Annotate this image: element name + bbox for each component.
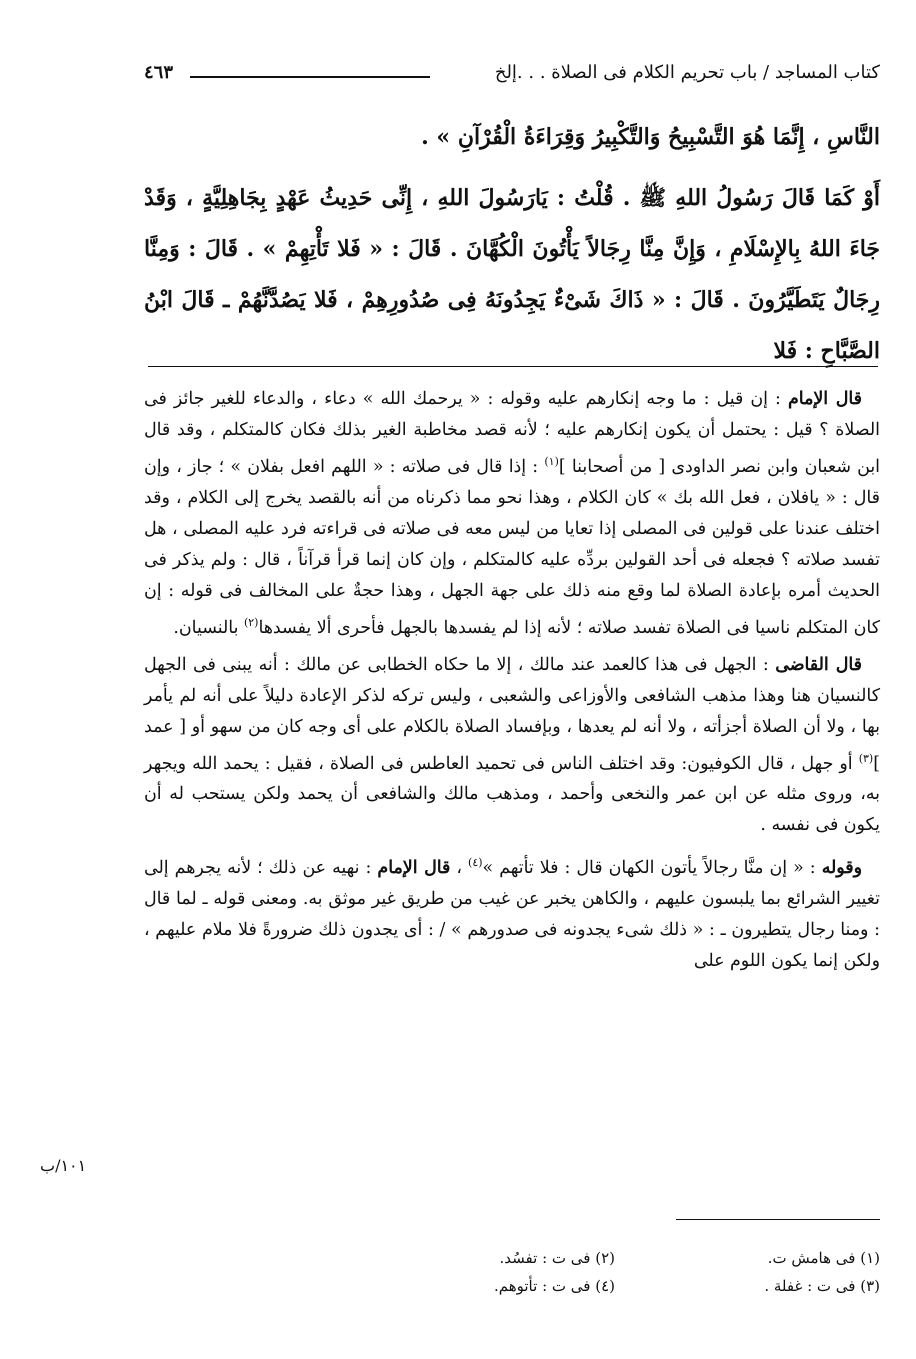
commentary-text: : إن قيل : ما وجه إنكارهم عليه وقوله : « يرحمك الله » دعاء ، والدعاء للغير جائز فى الصلاة ؟ قيل : يحتمل أن يكون إنكارهم عليه ؛ لأنه قصد مخاطبة الغير بذلك فكان كالمتكلم ، وقد قال ابن شعبان وابن نصر الداودى [ من أصحابنا ] bbox=[144, 389, 881, 477]
footnotes bbox=[370, 1244, 880, 1300]
footnote-ref: (٣) bbox=[858, 751, 874, 765]
hadith-paragraph-2: أَوْ كَمَا قَالَ رَسُولُ اللهِ ﷺ . قُلْتُ : يَارَسُولَ اللهِ ، إِنِّى حَدِيثُ عَهْدٍ بِجَاهِلِيَّةٍ ، وَقَدْ جَاءَ اللهُ بِالإِسْلَامِ ، وَإِنَّ مِنَّا رِجَالاً يَأْتُونَ الْكُهَّانَ . قَالَ : « فَلا تَأْتِهِمْ » . قَالَ : وَمِنَّا رِجَالٌ يَتَطَيَّرُونَ . قَالَ : « ذَاكَ شَىْءٌ يَجِدُونَهُ فِى صُدُورِهِمْ ، فَلا يَصُدَّنَّهُمْ ـ قَالَ ابْنُ الصَّبَّاحِ : فَلا bbox=[144, 185, 880, 364]
header-rule bbox=[190, 76, 430, 78]
footnote-ref: (٢) bbox=[243, 615, 259, 629]
speaker-label: قال الإمام bbox=[788, 389, 862, 409]
commentary-text: بالنسيان. bbox=[173, 617, 244, 638]
commentary-text: أو جهل ، قال الكوفيون: وقد اختلف الناس فى تحميد العاطس فى الصلاة ، فقيل : يحمد الله ويجهر به، وروى مثله عن ابن عمر والنخعى وأحمد ، ومذهب مالك والشافعى أن يحمد ولكن يستحب له أن يكون فى نفسه . bbox=[144, 753, 880, 836]
footnote-rule bbox=[676, 1219, 880, 1220]
text-divider bbox=[148, 366, 878, 367]
footnote-ref: (١) bbox=[544, 455, 559, 468]
commentary-paragraph-1 bbox=[144, 384, 880, 644]
commentary-text: : « إن منَّا رجالاً يأتون الكهان قال : فلا تأتهم » bbox=[482, 858, 822, 879]
footnote: (١) فى هامش ت. bbox=[767, 1249, 880, 1267]
speaker-label: قال الإمام bbox=[377, 858, 451, 879]
manuscript-folio-note: ١٠١/ب bbox=[40, 1156, 87, 1175]
footnote-ref: (٤) bbox=[468, 856, 483, 870]
hadith-paragraph-1: النَّاسِ ، إِنَّمَا هُوَ التَّسْبِيحُ وَالتَّكْبِيرُ وَقِرَاءَةُ الْقُرْآنِ » . bbox=[421, 124, 880, 150]
commentary-text: : الجهل فى هذا كالعمد عند مالك ، إلا ما حكاه الخطابى عن مالك : أنه يبنى فى الجهل كالنسيان هنا وهذا مذهب الشافعى والأوزاعى والشعبى ، وليس تركه لذكر الإعادة دليلاً على أنه لم يأمر بها ، ولا أن الصلاة أجزأته ، ولا أنه لم يعدها ، وبإفساد الصلاة بالكلام على أى وجه كان من سهو أو [ عمد ] bbox=[144, 654, 880, 774]
running-title: كتاب المساجد / باب تحريم الكلام فى الصلاة . . .إلخ bbox=[494, 62, 880, 83]
hadith-text bbox=[144, 112, 880, 377]
speaker-label: وقوله bbox=[821, 858, 863, 879]
commentary-text: : إذا قال فى صلاته : « اللهم افعل بفلان » ؛ جاز ، وإن قال : « يافلان ، فعل الله بك » كان الكلام ، وهذا نحو مما ذكرناه من أنه بالقصد يخرج إلى الكلام ، وقد اختلف عندنا على قولين فى المصلى إذا تعايا من ليس معه فى صلاته فى قراءته فرد عليه المصلى ، هل تفسد صلاته ؟ فجعله فى أحد القولين بردِّه عليه كالمتكلم ، وإن كان إنما قرأ قرآناً ، قال : ولم يذكر فى الحديث أمره بإعادة الصلاة لما وقع منه ذلك على جهة الجهل ، وهذا حجةٌ على المخالف فى قوله : إن كان المتكلم ناسيا فى الصلاة تفسد صلاته ؛ لأنه إذا لم يفسدها بالجهل فأحرى ألا يفسدها bbox=[144, 456, 880, 638]
footnote: (٣) فى ت : غفلة . bbox=[764, 1277, 880, 1295]
commentary-text: : نهيه عن ذلك ؛ لأنه يجرهم إلى تغيير الشرائع بما يلبسون عليهم ، والكاهن يخبر عن غيب من طريق غير موثق به. ومعنى قوله ـ لما قال : ومنا رجال يتطيرون ـ : « ذلك شىء يجدونه فى صدورهم » / : أى يجدون ذلك ضرورةً فلا ملام عليهم ، ولكن إنما يكون اللوم على bbox=[144, 858, 880, 972]
page-number: ٤٦٣ bbox=[144, 62, 174, 83]
commentary-paragraph-2 bbox=[144, 650, 880, 842]
commentary bbox=[144, 384, 880, 983]
running-header bbox=[144, 62, 880, 96]
commentary-text: ، bbox=[450, 858, 469, 879]
commentary-paragraph-3 bbox=[144, 847, 880, 977]
footnote: (٤) فى ت : تأتوهم. bbox=[493, 1277, 615, 1295]
footnote: (٢) فى ت : تفسُد. bbox=[499, 1249, 615, 1267]
speaker-label: قال القاضى bbox=[775, 654, 862, 675]
